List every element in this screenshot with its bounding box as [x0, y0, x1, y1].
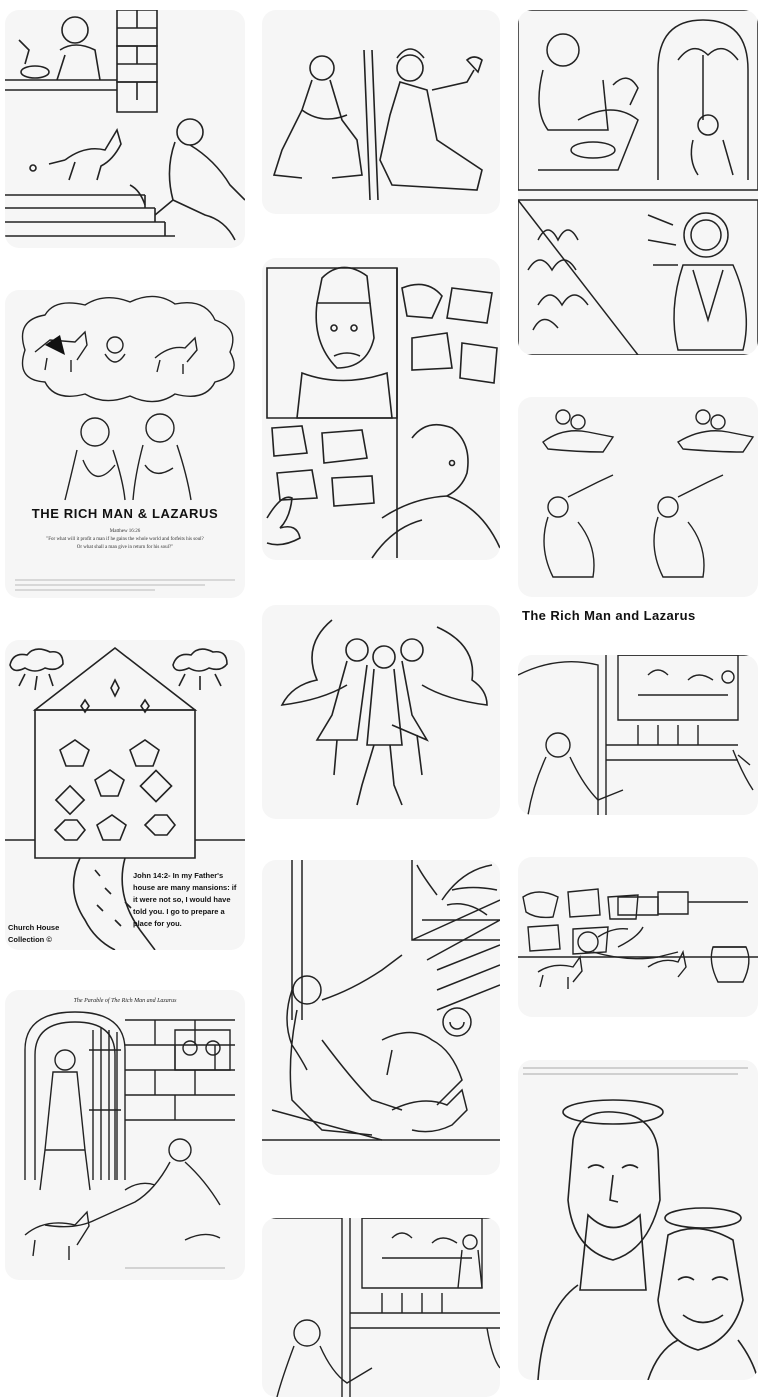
pin-lazarus-at-gate[interactable]	[518, 655, 758, 815]
parable-header: The Parable of The Rich Man and Lazarus	[73, 998, 177, 1004]
pin-two-men-seated[interactable]	[262, 10, 500, 214]
pin-rich-man-feast[interactable]	[5, 10, 245, 248]
rich-man-at-window-drawing	[262, 258, 500, 560]
two-men-seated-drawing	[262, 10, 500, 214]
mansion-house-drawing	[5, 640, 245, 950]
mansion-credit-line-1: Church House	[8, 923, 60, 932]
mansion-credit-line-2: Collection ©	[8, 935, 52, 944]
mansion-verse-line-1: John 14:2- In my Father's	[133, 871, 224, 880]
poster-verse-line-1: "For what will it profit a man if he gains the whole world and forfeits his soul?	[46, 537, 204, 542]
pin-feast-and-abraham[interactable]	[518, 10, 758, 355]
pin-lazarus-reaching-dogs[interactable]	[262, 860, 500, 1175]
pin-angels-carrying-lazarus[interactable]	[262, 605, 500, 819]
feast-and-abraham-two-panel-drawing	[518, 10, 758, 355]
angels-carrying-lazarus-drawing	[262, 605, 500, 819]
lazarus-at-gate-drawing-repeat	[262, 1218, 500, 1397]
mansion-verse-line-5: place for you.	[133, 919, 182, 928]
pin-figures-cutout[interactable]	[518, 397, 758, 597]
figures-cutout-sheet	[518, 397, 758, 597]
poster-verse-line-2: Or what shall a man give in return for his soul?"	[76, 545, 174, 550]
lazarus-reaching-dogs-drawing	[262, 860, 500, 1175]
pin-rich-man-lazarus-poster[interactable]	[5, 290, 245, 598]
rich-man-lazarus-poster	[5, 290, 245, 598]
pin-lazarus-dogs-wall[interactable]	[518, 857, 758, 1017]
pin-rich-man-at-window[interactable]	[262, 258, 500, 560]
mansion-verse-line-2: house are many mansions: if	[133, 883, 237, 892]
lazarus-and-dogs-wall-drawing	[518, 857, 758, 1017]
mansion-verse-block	[133, 871, 237, 928]
abraham-and-lazarus-haloes-drawing	[518, 1060, 758, 1380]
lazarus-at-gate-drawing	[518, 655, 758, 815]
mansion-verse-line-3: it were not so, I would have	[133, 895, 231, 904]
parable-gate-scene-drawing	[5, 990, 245, 1280]
poster-title: THE RICH MAN & LAZARUS	[31, 506, 219, 521]
poster-verse-ref: Matthew 16:26	[109, 529, 141, 534]
pin-caption[interactable]: The Rich Man and Lazarus	[522, 608, 696, 623]
pin-lazarus-at-gate-repeat[interactable]	[262, 1218, 500, 1397]
pin-mansion-house[interactable]	[5, 640, 245, 950]
rich-man-feast-lazarus-stairs-drawing	[5, 10, 245, 248]
pin-abraham-lazarus-haloes[interactable]	[518, 1060, 758, 1380]
pin-parable-gate-scene[interactable]	[5, 990, 245, 1280]
mansion-verse-line-4: told you. I go to prepare a	[133, 907, 225, 916]
